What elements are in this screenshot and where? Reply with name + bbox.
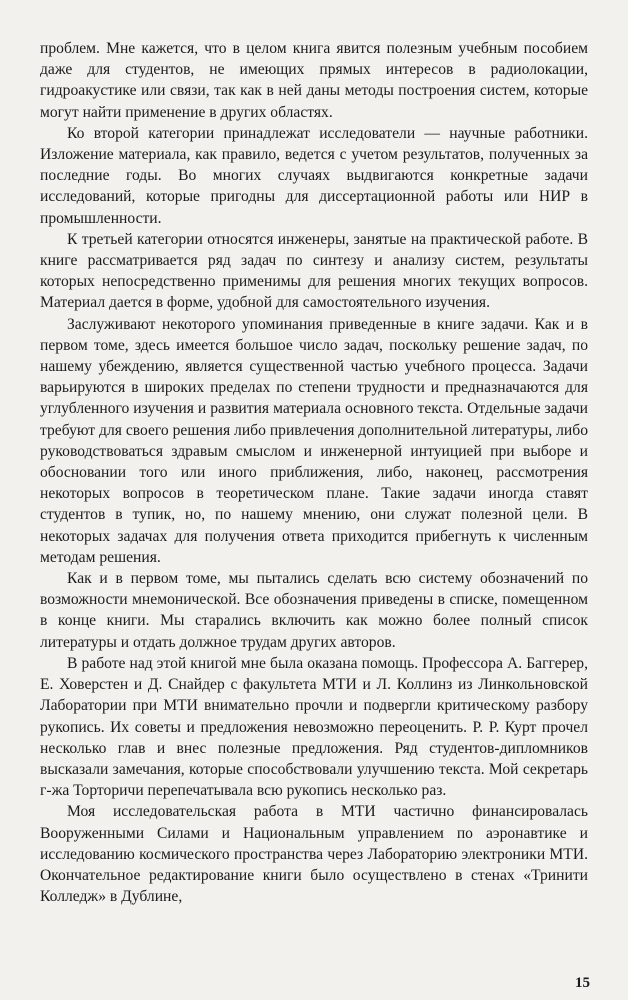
book-page-body [40,38,588,968]
paragraph-funding: Моя исследовательская работа в МТИ частично финансировалась Вооруженными Силами и Национальным управлением по аэронавтике и исследованию космического пространства через Лабораторию электроники МТИ. Окончательное редактирование книги было осуществлено в стенах «Тринити Колледж» в Дублине, [40,803,588,906]
paragraph-second-category: Ко второй категории принадлежат исследователи — научные работники. Изложение материала, как правило, ведется с учетом результатов, полученных за последние годы. Во многих случаях выдвигаются конкретные задачи исследований, которые пригодны для диссертационной работы или НИР в промышленности. [40,124,588,227]
paragraph-third-category: К третьей категории относятся инженеры, занятые на практической работе. В книге рассматривается ряд задач по синтезу и анализу систем, результаты которых непосредственно применимы для решения многих текущих вопросов. Материал дается в форме, удобной для самостоятельного изучения. [40,230,588,312]
paragraph-problems: Заслуживают некоторого упоминания приведенные в книге задачи. Как и в первом томе, здесь имеется большое число задач, поскольку решение задач, по нашему убеждению, является существенной частью учебного процесса. Задачи варьируются в широких пределах по степени трудности и предназначаются для углубленного изучения и развития материала основного текста. Отдельные задачи требуют для своего решения либо привлечения дополнительной литературы, либо руководствоваться здравым смыслом и инженерной интуицией при выборе и обосновании того или иного приближения, либо, наконец, рассмотрения некоторых вопросов в теоретическом плане. Такие задачи иногда ставят студентов в тупик, но, по нашему мнению, они служат полезной цели. В некоторых задачах для получения ответа приходится прибегнуть к численным методам решения. [40,315,588,566]
paragraph-continuation: проблем. Мне кажется, что в целом книга явится полезным учебным пособием даже для студентов, не имеющих прямых интересов в радиолокации, гидроакустике или связи, так как в ней даны методы построения систем, которые могут найти применение в других областях. [40,40,588,121]
paragraph-notation: Как и в первом томе, мы пытались сделать всю систему обозначений по возможности мнемонической. Все обозначения приведены в списке, помещенном в конце книги. Мы старались включить как можно более полный список литературы и отдать должное трудам других авторов. [40,570,588,651]
page-number: 15 [575,975,590,991]
paragraph-acknowledgements: В работе над этой книгой мне была оказана помощь. Профессора А. Баггерер, Е. Ховерстен и Д. Снайдер с факультета МТИ и Л. Коллинз из Линкольновской Лаборатории при МТИ внимательно прочли и подвергли критическому разбору рукопись. Их советы и предложения невозможно переоценить. Р. Р. Курт прочел несколько глав и внес полезные предложения. Ряд студентов-дипломников высказали замечания, которые способствовали улучшению текста. Мой секретарь г-жа Торторичи перепечатывала всю рукопись несколько раз. [40,654,588,800]
